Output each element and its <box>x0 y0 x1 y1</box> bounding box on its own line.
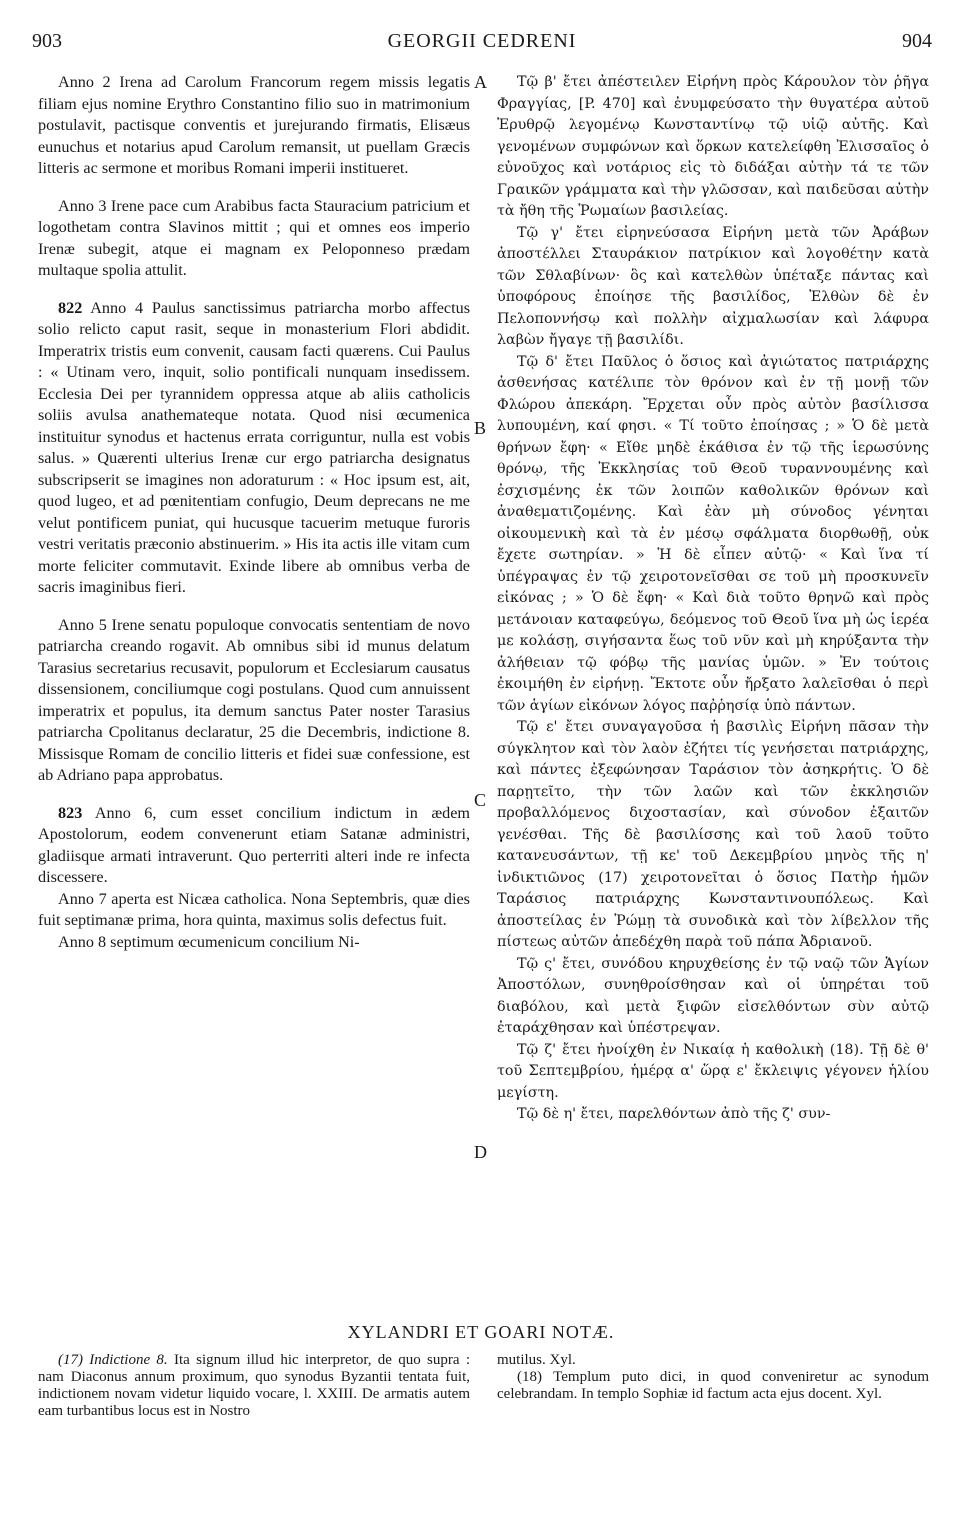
notes-right-column <box>497 1352 929 1403</box>
latin-paragraph: Anno 5 Irene senatu populoque convocatis sententiam de novo patriarcha creando rogavit. Ab omnibus sibi id munus delatum Tarasius secretarius recusavit, populorum et Ecclesiarum causatus dissensionem, conciliumque cogi postulans. Quod cum annuissent imperatrix et populus, ita demum sanctus Pater noster Tarasius patriarcha Cpolitanus declaratur, 25 die Decembris, indictione 8. Missisque Romam de concilio litteris et fidei suæ confessione, est ab Adriano papa approbatus. <box>38 615 470 784</box>
notes-left-column <box>38 1352 470 1420</box>
greek-paragraph: Τῷ γ' ἔτει εἰρηνεύσασα Εἰρήνη μετὰ τῶν Ἀράβων ἀποστέλλει Σταυράκιον πατρίκιον καὶ λογοθέτην κατὰ τῶν Σθλαβίνων· ὃς καὶ κατελθὼν ὑπέταξε πάντας καὶ ὑποφόρους ἐποίησε τῆς βασιλίδος, Ἐλθὼν δὲ ἐν Πελοποννήσῳ καὶ πολλὴν αἰχμαλωσίαν καὶ λάφυρα λαβὼν ἤγαγε τῇ βασιλίδι. <box>497 224 929 348</box>
margin-marker-a: A <box>474 72 487 92</box>
section-number: 822 <box>58 298 83 317</box>
page-number-left: 903 <box>32 30 62 52</box>
greek-paragraph: Τῷ ζ' ἔτει ἠνοίχθη ἐν Νικαίᾳ ἡ καθολικὴ (18). Τῇ δὲ θ' τοῦ Σεπτεμβρίου, ἡμέρᾳ α' ὥρᾳ ε' ἔκλειψις γέγονεν ἡλίου μεγίστη. <box>497 1041 929 1101</box>
latin-paragraph: Anno 7 aperta est Nicæa catholica. Nona Septembris, quæ dies fuit septimanæ prima, hora quinta, maximus solis defectus fuit. <box>38 889 470 929</box>
greek-paragraph: Τῷ ε' ἔτει συναγαγοῦσα ἡ βασιλὶς Εἰρήνη πᾶσαν τὴν σύγκλητον καὶ τὸν λαὸν ἐζήτει τίς γενήσεται πατριάρχης, καὶ πάντες ἐξεφώνησαν Ταράσιον τὸν ἀσηκρήτις. Ὁ δὲ παρῃτεῖτο, τὴν τῶν λαῶν καὶ τῶν ἐκκλησιῶν προβαλλόμενος διχοστασίαν, καὶ σύνοδον ἐξαιτῶν γενέσθαι. Τῆς δὲ βασιλίσσης καὶ τοῦ λαοῦ τοῦτο κατανευσάντων, τῇ κε' τοῦ Δεκεμβρίου μηνὸς τῆς η' ἰνδικτιῶνος (17) χειροτονεῖται ὁ ὅσιος Πατὴρ ἡμῶν Ταράσιος πατριάρχης Κωνσταντινουπόλεως. Καὶ ἀποστείλας ἐν Ῥώμῃ τὰ συνοδικὰ καὶ τὸν λίβελλον τῆς πίστεως αὐτῶν ἀπεδέχθη παρὰ τοῦ πάπα Ἀδριανοῦ. <box>497 719 929 950</box>
latin-paragraph: Anno 3 Irene pace cum Arabibus facta Stauracium patricium et logothetam contra Slavinos mittit ; qui et omnes eos imperio Irenæ subegit, atque ei magnam ex Peloponneso prædam multaque spolia attulit. <box>38 196 470 279</box>
greek-paragraph: Τῷ β' ἔτει ἀπέστειλεν Εἰρήνη πρὸς Κάρουλον τὸν ῥῆγα Φραγγίας, [P. 470] καὶ ἐνυμφεύσατο τὴν θυγατέρα αὐτοῦ Ἐρυθρῷ λεγομένῳ Κωνσταντίνῳ τῷ υἱῷ αὐτῆς. Καὶ γενομένων συμφώνων καὶ ὅρκων κατελείφθη Ἐλισσαῖος ὁ εὐνοῦχος καὶ νοτάριος εἰς τὸ διδάξαι αὐτὴν τά τε τῶν Γραικῶν γράμματα καὶ τὴν γλῶσσαν, καὶ παιδεῦσαι αὐτὴν τὰ ἤθη τῆς Ῥωμαίων βασιλείας. <box>497 74 929 219</box>
latin-paragraph: 822 Anno 4 Paulus sanctissimus patriarcha morbo affectus solio relicto caput rasit, seque in monasterium Flori abdidit. Imperatrix tristis eum convenit, causam facti quærens. Cui Paulus : « Utinam vero, inquit, solio pontificali nunquam insedissem. Ecclesia Dei per tyrannidem oppressa atque ab aliis catholicis soliis avulsa anathemateque notata. Quod nisi œcumenica instituitur synodus et hactenus errata corriguntur, nulla est vobis salus. » Quærenti ulterius Irenæ cur ergo patriarcha designatus subscripserit se imagines non adoraturum : « Hoc ipsum est, ait, quod lugeo, et ad pœnitentiam confugio, Deum deprecans ne me velut pontificem puniat, qui hucusque tacuerim metuque furoris vestri veritatis præconio abstinuerim. » His ita actis ille vitam cum morte feliciter commutavit. Exinde libere ab omnibus verba de sacris imaginibus fieri. <box>38 298 470 596</box>
latin-paragraph: Anno 2 Irena ad Carolum Francorum regem missis legatis filiam ejus nomine Erythro Constantino filio suo in matrimonium postulavit, pactisque conventis et jurejurando firmatis, Elisæus eunuchus et notarius apud Carolum remansit, ut puellam Græcis litteris ac sermone et moribus Romani imperii institueret. <box>38 73 470 177</box>
page-number-right: 904 <box>902 30 932 52</box>
note-label: (17) Indictione 8. <box>58 1352 168 1368</box>
latin-paragraph: 823 Anno 6, cum esset concilium indictum in ædem Apostolorum, eodem convenerunt etiam Satanæ administri, gladiisque armati intraverunt. Quo perterriti alteri inde re infecta discessere. <box>38 803 470 886</box>
greek-paragraph: Τῷ δ' ἔτει Παῦλος ὁ ὅσιος καὶ ἁγιώτατος πατριάρχης ἀσθενήσας κατέλιπε τὸν θρόνον καὶ ἐν τῇ μονῇ τῶν Φλώρου ἀπεκάρη. Ἔρχεται οὖν πρὸς αὐτὸν βασίλισσα λυπουμένη, καί φησι. « Τί τοῦτο ἐποίησας ; » Ὁ δὲ μετὰ θρήνων ἔφη· « Εἴθε μηδὲ ἐκάθισα ἐν τῷ τῆς ἱερωσύνης θρόνῳ, τῆς Ἐκκλησίας τοῦ Θεοῦ τυραννουμένης καὶ ἐσχισμένης ἐκ τῶν λοιπῶν καθολικῶν θρόνων καὶ ἀναθεματιζομένης. Καὶ ἐὰν μὴ σύνοδος γένηται οἰκουμενικὴ καὶ τὰ ἐν μέσῳ σφάλματα διορθωθῇ, οὐκ ἔχετε σωτηρίαν. » Ἡ δὲ εἶπεν αὐτῷ· « Καὶ ἵνα τί ὑπέγραψας ἐν τῷ χειροτονεῖσθαι σε τοῦ μὴ προσκυνεῖν εἰκόνας ; » Ὁ δὲ ἔφη· « Καὶ διὰ τοῦτο θρηνῶ καὶ πρὸς μετάνοιαν καταφεύγω, δεόμενος τοῦ Θεοῦ ἵνα μὴ ὡς ἱερέα με κολάσῃ, σιγήσαντα ἕως τοῦ νῦν καὶ μὴ κηρύξαντα τὴν ἀλήθειαν τῷ φόβῳ τῆς μανίας ὑμῶν. » Ἐν τούτοις ἐκοιμήθη ἐν εἰρήνῃ. Ἔκτοτε οὖν ἤρξατο λαλεῖσθαι ὁ περὶ τῶν ἁγίων εἰκόνων λόγος παῤῥησίᾳ ὑπὸ πάντων. <box>497 353 929 714</box>
section-number: 823 <box>58 803 83 822</box>
note-17: (17) Indictione 8. Ita signum illud hic interpretor, de quo supra : nam Diaconus annum proximum, quo synodus Byzantii tentata fuit, indictionem novam videtur liquido vocare, l. XXIII. De armatis autem eam turbantibus locus est in Nostro <box>38 1352 470 1419</box>
margin-marker-b: B <box>474 418 487 438</box>
greek-paragraph: Τῷ δὲ η' ἔτει, παρελθόντων ἀπὸ τῆς ζ' συν- <box>517 1106 831 1122</box>
note-continuation: mutilus. Xyl. <box>497 1352 576 1368</box>
margin-marker-d: D <box>474 1142 487 1162</box>
latin-column <box>38 72 470 953</box>
notes-heading: XYLANDRI ET GOARI NOTÆ. <box>347 1322 615 1342</box>
running-title: GEORGII CEDRENI <box>387 30 577 52</box>
margin-marker-c: C <box>474 790 487 810</box>
latin-paragraph: Anno 8 septimum œcumenicum concilium Ni- <box>58 932 360 951</box>
greek-column <box>497 72 929 1126</box>
page-header <box>32 30 932 60</box>
note-18: (18) Templum puto dici, in quod conveniretur ac synodum celebrandam. In templo Sophiæ id factum acta ejus docent. Xyl. <box>497 1369 929 1402</box>
greek-paragraph: Τῷ ς' ἔτει, συνόδου κηρυχθείσης ἐν τῷ ναῷ τῶν Ἁγίων Ἀποστόλων, συνηθροίσθησαν καὶ οἱ ὑπηρέται τοῦ διαβόλου, καὶ μετὰ ξιφῶν εἰσελθόντων σὺν αὐτῷ ἐταράχθησαν καὶ ὑπέστρεψαν. <box>497 955 929 1036</box>
